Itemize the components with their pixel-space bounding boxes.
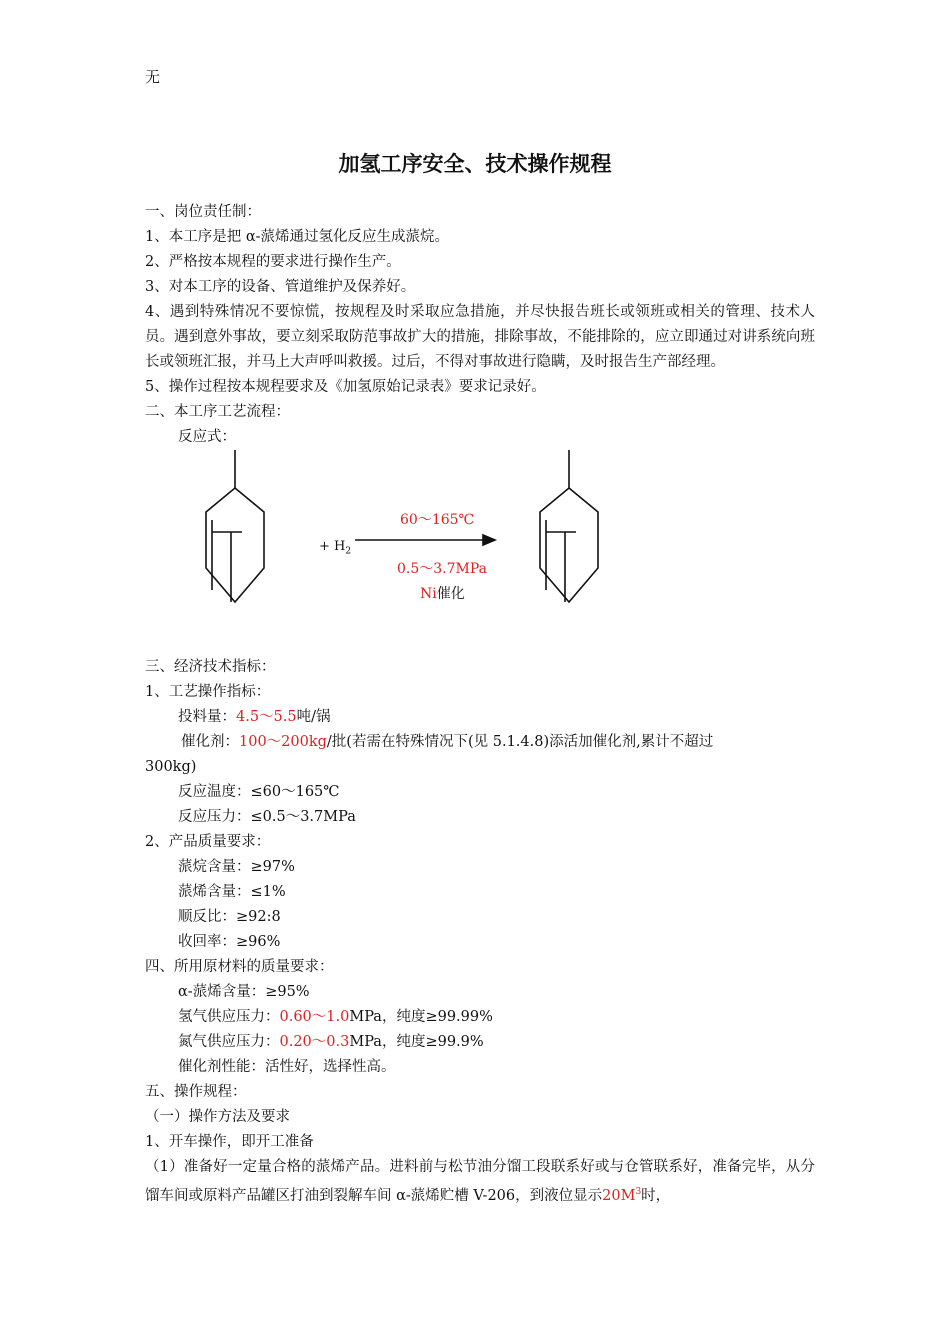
- plus-h2: [319, 534, 351, 565]
- para-a-text: （1）准备好一定量合格的蒎烯产品。进料前与松节油分馏工段联系好或与仓管联系好，准备完毕，从分馏车间或原料产品罐区打油到裂解车间 α-蒎烯贮槽 V-206，到液位显示: [145, 1159, 815, 1204]
- para-end: 时，: [641, 1187, 671, 1204]
- section3-heading: 三、经济技术指标：: [145, 659, 276, 675]
- quality-3: 顺反比：≥92:8: [178, 909, 281, 925]
- pinene-structure: [206, 450, 264, 602]
- catalyst-performance: 催化剂性能：活性好，选择性高。: [178, 1059, 396, 1075]
- section1-item-1: 1、本工序是把 α-蒎烯通过氢化反应生成蒎烷。: [145, 229, 450, 245]
- n2-rest: MPa，纯度≥99.9%: [349, 1034, 484, 1050]
- section4-heading: 四、所用原材料的质量要求：: [145, 959, 334, 975]
- reaction-svg: [145, 450, 815, 655]
- section1-item-4: 4、遇到特殊情况不要惊慌，按规程及时采取应急措施，并尽快报告班长或领班或相关的管理、技术人员。遇到意外事故，要立刻采取防范事故扩大的措施，排除事故，不能排除的，应立即通过对讲系统向班长或领班汇报，并马上大声呼叫救援。过后，不得对事故进行隐瞒，及时报告生产部经理。: [145, 304, 815, 370]
- level-value: [602, 1188, 641, 1204]
- pinane-structure: [540, 450, 598, 602]
- h2-value: 0.60～1.0: [279, 1009, 350, 1025]
- section3-sub1: 1、工艺操作指标：: [145, 684, 271, 700]
- n2-value: 0.20～0.3: [279, 1034, 350, 1050]
- h2-subscript: 2: [345, 546, 352, 557]
- catalyst-label: 催化剂：: [181, 734, 239, 750]
- alpha-pinene-content: α-蒎烯含量：≥95%: [178, 984, 310, 1000]
- section1-item-2: 2、严格按本规程的要求进行操作生产。: [145, 254, 401, 270]
- temp-condition: 60～165℃: [400, 512, 475, 528]
- section2-heading: 二、本工序工艺流程：: [145, 404, 290, 420]
- h2-rest: MPa，纯度≥99.99%: [349, 1009, 493, 1025]
- catalyst-word: 催化: [436, 586, 465, 602]
- catalyst-value: 100～200kg: [239, 734, 327, 750]
- pressure-value: 0.5～3.7MPa: [397, 561, 488, 577]
- header-mark: 无: [145, 68, 161, 86]
- plus-h-text: + H: [319, 539, 346, 554]
- feed-value: 4.5～5.5: [236, 709, 297, 725]
- feed-label: 投料量：: [178, 709, 236, 725]
- section1-item-3: 3、对本工序的设备、管道维护及保养好。: [145, 279, 416, 295]
- section1-item-5: 5、操作过程按本规程要求及《加氢原始记录表》要求记录好。: [145, 379, 546, 395]
- reaction-diagram: [145, 450, 815, 655]
- catalyst-ni: Ni: [420, 586, 437, 602]
- reaction-arrow: [355, 535, 495, 545]
- section1-heading: 一、岗位责任制：: [145, 204, 261, 220]
- catalyst-wrap: 300kg): [145, 759, 197, 775]
- document-body: [145, 200, 815, 1209]
- reaction-label: 反应式：: [178, 429, 236, 445]
- feed-amount: [145, 705, 815, 730]
- document-title: 加氢工序安全、技术操作规程: [338, 152, 612, 176]
- level-sup: 3: [635, 1187, 642, 1197]
- hydrogen-pressure: [145, 1005, 815, 1030]
- quality-2: 蒎烯含量：≤1%: [178, 884, 286, 900]
- section3-sub2: 2、产品质量要求：: [145, 834, 271, 850]
- feed-unit: 吨/锅: [296, 709, 331, 725]
- section5-para-a: [145, 1155, 815, 1209]
- pressure-condition: [397, 557, 487, 582]
- n2-label: 氮气供应压力：: [178, 1034, 280, 1050]
- quality-1: 蒎烷含量：≥97%: [178, 859, 295, 875]
- reaction-temp: 反应温度：≤60～165℃: [178, 784, 340, 800]
- quality-4: 收回率：≥96%: [178, 934, 281, 950]
- level-number: 20M: [602, 1187, 636, 1204]
- catalyst-amount: [145, 730, 815, 755]
- section5-item1: 1、开车操作，即开工准备: [145, 1134, 314, 1150]
- h2-label: 氢气供应压力：: [178, 1009, 280, 1025]
- section5-heading: 五、操作规程：: [145, 1084, 247, 1100]
- reaction-pressure: 反应压力：≤0.5～3.7MPa: [178, 809, 356, 825]
- catalyst-rest: /批(若需在特殊情况下(见 5.1.4.8)添活加催化剂,累计不超过: [326, 734, 714, 750]
- catalyst-condition: [420, 582, 465, 607]
- section5-sub1: （一）操作方法及要求: [145, 1109, 290, 1125]
- nitrogen-pressure: [145, 1030, 815, 1055]
